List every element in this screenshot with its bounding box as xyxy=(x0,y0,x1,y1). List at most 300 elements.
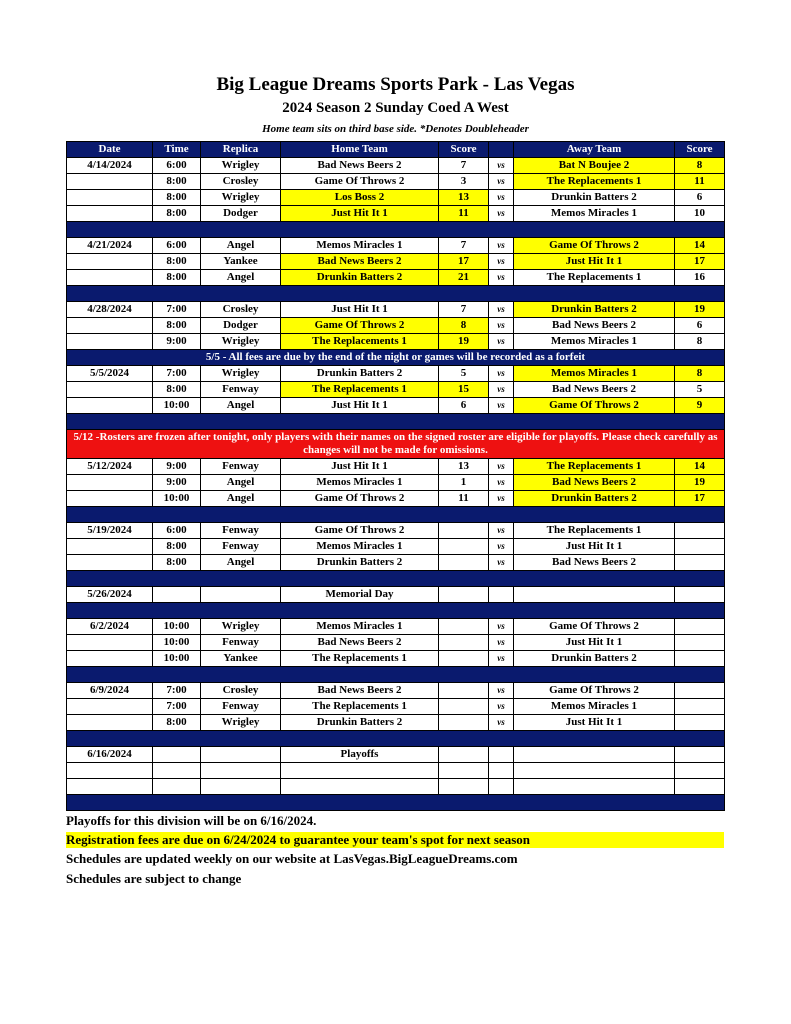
separator-bar xyxy=(67,731,725,747)
cell-date xyxy=(67,190,153,206)
cell-home-team xyxy=(281,763,439,779)
cell-replica: Wrigley xyxy=(201,619,281,635)
cell-date: 4/14/2024 xyxy=(67,158,153,174)
cell-away-score: 10 xyxy=(675,206,725,222)
cell-away-score xyxy=(675,523,725,539)
page-title: Big League Dreams Sports Park - Las Vegas xyxy=(216,74,575,95)
cell-home-team: Just Hit It 1 xyxy=(281,459,439,475)
cell-vs: vs xyxy=(489,475,514,491)
cell-away-score xyxy=(675,779,725,795)
cell-home-score: 7 xyxy=(439,238,489,254)
cell-home-score: 7 xyxy=(439,158,489,174)
cell-vs: vs xyxy=(489,683,514,699)
cell-date xyxy=(67,270,153,286)
cell-home-team: Bad News Beers 2 xyxy=(281,158,439,174)
cell-home-team: Memos Miracles 1 xyxy=(281,539,439,555)
cell-away-score: 14 xyxy=(675,459,725,475)
cell-date xyxy=(67,318,153,334)
cell-home-team: Drunkin Batters 2 xyxy=(281,366,439,382)
cell-replica: Fenway xyxy=(201,699,281,715)
cell-home-score: 15 xyxy=(439,382,489,398)
cell-away-team: Game Of Throws 2 xyxy=(514,238,675,254)
col-header-date: Date xyxy=(67,142,153,158)
cell-vs: vs xyxy=(489,398,514,414)
cell-vs: vs xyxy=(489,382,514,398)
separator-bar xyxy=(67,222,725,238)
cell-home-score xyxy=(439,683,489,699)
cell-time: 10:00 xyxy=(153,491,201,507)
cell-date xyxy=(67,635,153,651)
table-row xyxy=(67,763,725,779)
cell-home-score: 6 xyxy=(439,398,489,414)
cell-home-score: 8 xyxy=(439,318,489,334)
cell-home-team: The Replacements 1 xyxy=(281,334,439,350)
cell-away-team: Drunkin Batters 2 xyxy=(514,190,675,206)
cell-vs: vs xyxy=(489,619,514,635)
cell-date: 6/2/2024 xyxy=(67,619,153,635)
cell-replica: Dodger xyxy=(201,318,281,334)
cell-vs: vs xyxy=(489,238,514,254)
table-row xyxy=(67,747,725,763)
col-header-away-team: Away Team xyxy=(514,142,675,158)
cell-home-score xyxy=(439,635,489,651)
cell-date xyxy=(67,475,153,491)
cell-time: 8:00 xyxy=(153,254,201,270)
cell-time xyxy=(153,587,201,603)
cell-home-score: 19 xyxy=(439,334,489,350)
cell-away-score xyxy=(675,747,725,763)
cell-time: 8:00 xyxy=(153,715,201,731)
cell-vs xyxy=(489,763,514,779)
cell-home-team xyxy=(281,779,439,795)
table-row xyxy=(67,270,725,286)
fees-note: 5/5 - All fees are due by the end of the night or games will be recorded as a forfeit xyxy=(67,350,725,366)
table-row xyxy=(67,382,725,398)
cell-away-team: The Replacements 1 xyxy=(514,523,675,539)
cell-time: 6:00 xyxy=(153,238,201,254)
cell-time: 9:00 xyxy=(153,475,201,491)
cell-vs: vs xyxy=(489,491,514,507)
table-row xyxy=(67,651,725,667)
table-row xyxy=(67,238,725,254)
table-row xyxy=(67,302,725,318)
cell-home-team: Game Of Throws 2 xyxy=(281,318,439,334)
cell-replica: Angel xyxy=(201,555,281,571)
cell-away-team: Just Hit It 1 xyxy=(514,715,675,731)
cell-home-team: Just Hit It 1 xyxy=(281,206,439,222)
cell-home-team: Drunkin Batters 2 xyxy=(281,715,439,731)
cell-time: 10:00 xyxy=(153,635,201,651)
cell-home-team: Drunkin Batters 2 xyxy=(281,555,439,571)
cell-vs: vs xyxy=(489,651,514,667)
cell-time xyxy=(153,779,201,795)
cell-time: 8:00 xyxy=(153,539,201,555)
separator-bar xyxy=(67,286,725,302)
cell-date xyxy=(67,699,153,715)
cell-home-score xyxy=(439,699,489,715)
cell-away-team xyxy=(514,763,675,779)
cell-away-score: 19 xyxy=(675,302,725,318)
cell-home-score xyxy=(439,763,489,779)
note-row xyxy=(67,350,725,366)
table-row xyxy=(67,254,725,270)
cell-time: 9:00 xyxy=(153,334,201,350)
week-separator xyxy=(67,571,725,587)
cell-date: 4/28/2024 xyxy=(67,302,153,318)
cell-replica: Wrigley xyxy=(201,715,281,731)
separator-bar xyxy=(67,795,725,811)
cell-vs: vs xyxy=(489,158,514,174)
cell-away-score: 8 xyxy=(675,366,725,382)
website-notice: Schedules are updated weekly on our website at LasVegas.BigLeagueDreams.com xyxy=(66,851,518,866)
schedule-note: Home team sits on third base side. *Denotes Doubleheader xyxy=(262,123,529,135)
cell-time: 9:00 xyxy=(153,459,201,475)
cell-time: 8:00 xyxy=(153,382,201,398)
cell-replica: Angel xyxy=(201,398,281,414)
schedule-body xyxy=(67,158,725,811)
schedule-table xyxy=(66,141,725,811)
cell-away-score xyxy=(675,539,725,555)
cell-vs: vs xyxy=(489,254,514,270)
cell-replica xyxy=(201,747,281,763)
cell-time: 8:00 xyxy=(153,318,201,334)
registration-notice: Registration fees are due on 6/24/2024 to guarantee your team's spot for next season xyxy=(66,832,724,848)
cell-away-score xyxy=(675,619,725,635)
cell-home-score: 1 xyxy=(439,475,489,491)
table-row xyxy=(67,523,725,539)
cell-time: 10:00 xyxy=(153,619,201,635)
cell-date xyxy=(67,382,153,398)
cell-home-team: Memos Miracles 1 xyxy=(281,475,439,491)
cell-date: 5/12/2024 xyxy=(67,459,153,475)
cell-date: 6/16/2024 xyxy=(67,747,153,763)
cell-vs: vs xyxy=(489,302,514,318)
cell-away-team: Memos Miracles 1 xyxy=(514,699,675,715)
cell-away-score: 9 xyxy=(675,398,725,414)
table-header-row xyxy=(67,142,725,158)
table-row xyxy=(67,779,725,795)
cell-vs: vs xyxy=(489,523,514,539)
cell-away-team: The Replacements 1 xyxy=(514,270,675,286)
cell-away-team xyxy=(514,587,675,603)
cell-time: 10:00 xyxy=(153,398,201,414)
cell-home-team: Bad News Beers 2 xyxy=(281,635,439,651)
cell-home-score xyxy=(439,539,489,555)
cell-home-team: Just Hit It 1 xyxy=(281,398,439,414)
cell-date xyxy=(67,555,153,571)
cell-replica: Crosley xyxy=(201,683,281,699)
table-row xyxy=(67,635,725,651)
cell-away-team: Bad News Beers 2 xyxy=(514,475,675,491)
cell-date xyxy=(67,763,153,779)
cell-replica: Crosley xyxy=(201,302,281,318)
roster-alert: 5/12 -Rosters are frozen after tonight, only players with their names on the signed roster are eligible for playoffs. Please check carefully as changes will not be made for omissions. xyxy=(67,430,725,459)
cell-home-score: 13 xyxy=(439,459,489,475)
separator-bar xyxy=(67,414,725,430)
cell-home-score: 13 xyxy=(439,190,489,206)
cell-replica: Fenway xyxy=(201,539,281,555)
playoffs-notice: Playoffs for this division will be on 6/16/2024. xyxy=(66,813,317,828)
col-header-time: Time xyxy=(153,142,201,158)
cell-vs: vs xyxy=(489,555,514,571)
cell-replica: Fenway xyxy=(201,382,281,398)
cell-away-team: Bad News Beers 2 xyxy=(514,382,675,398)
cell-vs: vs xyxy=(489,206,514,222)
col-header-home-team: Home Team xyxy=(281,142,439,158)
table-row xyxy=(67,683,725,699)
cell-away-score: 16 xyxy=(675,270,725,286)
cell-date xyxy=(67,174,153,190)
cell-vs: vs xyxy=(489,635,514,651)
cell-date: 5/26/2024 xyxy=(67,587,153,603)
cell-home-team: Game Of Throws 2 xyxy=(281,523,439,539)
cell-date xyxy=(67,715,153,731)
week-separator xyxy=(67,667,725,683)
cell-away-score xyxy=(675,715,725,731)
separator-bar xyxy=(67,507,725,523)
cell-vs xyxy=(489,587,514,603)
page-subtitle: 2024 Season 2 Sunday Coed A West xyxy=(282,100,509,116)
cell-vs: vs xyxy=(489,699,514,715)
table-row xyxy=(67,190,725,206)
cell-replica: Wrigley xyxy=(201,190,281,206)
cell-away-team: Bat N Boujee 2 xyxy=(514,158,675,174)
cell-away-team: Drunkin Batters 2 xyxy=(514,491,675,507)
cell-time: 6:00 xyxy=(153,158,201,174)
cell-away-team: Memos Miracles 1 xyxy=(514,206,675,222)
cell-away-team: The Replacements 1 xyxy=(514,174,675,190)
table-row xyxy=(67,334,725,350)
table-row xyxy=(67,491,725,507)
cell-date xyxy=(67,539,153,555)
cell-replica: Wrigley xyxy=(201,334,281,350)
cell-away-score: 5 xyxy=(675,382,725,398)
cell-replica: Fenway xyxy=(201,523,281,539)
cell-away-team: Memos Miracles 1 xyxy=(514,366,675,382)
table-row xyxy=(67,539,725,555)
cell-vs: vs xyxy=(489,318,514,334)
cell-time: 7:00 xyxy=(153,683,201,699)
cell-home-team: The Replacements 1 xyxy=(281,651,439,667)
cell-vs: vs xyxy=(489,539,514,555)
change-notice: Schedules are subject to change xyxy=(66,871,242,886)
cell-time: 10:00 xyxy=(153,651,201,667)
cell-home-team: Drunkin Batters 2 xyxy=(281,270,439,286)
table-row xyxy=(67,206,725,222)
cell-home-score xyxy=(439,619,489,635)
week-separator xyxy=(67,507,725,523)
cell-away-team: The Replacements 1 xyxy=(514,459,675,475)
cell-time: 8:00 xyxy=(153,270,201,286)
cell-replica xyxy=(201,779,281,795)
cell-home-score xyxy=(439,523,489,539)
cell-away-score xyxy=(675,635,725,651)
week-separator xyxy=(67,414,725,430)
cell-home-team: The Replacements 1 xyxy=(281,699,439,715)
cell-time: 8:00 xyxy=(153,174,201,190)
cell-time: 7:00 xyxy=(153,366,201,382)
cell-home-score: 17 xyxy=(439,254,489,270)
col-header-replica: Replica xyxy=(201,142,281,158)
table-row xyxy=(67,587,725,603)
cell-date: 4/21/2024 xyxy=(67,238,153,254)
cell-replica: Fenway xyxy=(201,459,281,475)
cell-away-team: Bad News Beers 2 xyxy=(514,555,675,571)
cell-home-team: Memos Miracles 1 xyxy=(281,619,439,635)
cell-away-score: 14 xyxy=(675,238,725,254)
cell-away-team xyxy=(514,779,675,795)
separator-bar xyxy=(67,603,725,619)
cell-vs xyxy=(489,779,514,795)
cell-away-team: Just Hit It 1 xyxy=(514,254,675,270)
cell-home-team: Just Hit It 1 xyxy=(281,302,439,318)
cell-away-score: 6 xyxy=(675,318,725,334)
table-row xyxy=(67,366,725,382)
cell-away-team: Just Hit It 1 xyxy=(514,539,675,555)
cell-replica: Dodger xyxy=(201,206,281,222)
cell-away-team: Drunkin Batters 2 xyxy=(514,302,675,318)
cell-time: 6:00 xyxy=(153,523,201,539)
cell-home-score: 5 xyxy=(439,366,489,382)
cell-home-score: 3 xyxy=(439,174,489,190)
cell-vs: vs xyxy=(489,366,514,382)
cell-home-team: Los Boss 2 xyxy=(281,190,439,206)
cell-away-score xyxy=(675,555,725,571)
cell-home-team: Bad News Beers 2 xyxy=(281,254,439,270)
col-header-home-score: Score xyxy=(439,142,489,158)
cell-away-score: 8 xyxy=(675,158,725,174)
cell-time xyxy=(153,763,201,779)
table-row xyxy=(67,715,725,731)
cell-vs xyxy=(489,747,514,763)
cell-date xyxy=(67,206,153,222)
cell-replica: Wrigley xyxy=(201,366,281,382)
cell-home-team: Memos Miracles 1 xyxy=(281,238,439,254)
cell-away-team xyxy=(514,747,675,763)
cell-time: 8:00 xyxy=(153,206,201,222)
cell-replica: Yankee xyxy=(201,651,281,667)
cell-date xyxy=(67,334,153,350)
cell-away-score: 6 xyxy=(675,190,725,206)
cell-home-team: Game Of Throws 2 xyxy=(281,174,439,190)
week-separator xyxy=(67,603,725,619)
week-separator xyxy=(67,286,725,302)
cell-home-team: The Replacements 1 xyxy=(281,382,439,398)
cell-away-score: 17 xyxy=(675,254,725,270)
cell-replica: Angel xyxy=(201,475,281,491)
cell-replica: Yankee xyxy=(201,254,281,270)
cell-vs: vs xyxy=(489,334,514,350)
cell-date: 5/19/2024 xyxy=(67,523,153,539)
alert-row xyxy=(67,430,725,459)
table-row xyxy=(67,619,725,635)
cell-date xyxy=(67,491,153,507)
cell-home-score: 21 xyxy=(439,270,489,286)
cell-replica: Angel xyxy=(201,270,281,286)
cell-time: 7:00 xyxy=(153,699,201,715)
cell-date: 6/9/2024 xyxy=(67,683,153,699)
cell-vs: vs xyxy=(489,715,514,731)
table-row xyxy=(67,699,725,715)
cell-home-score xyxy=(439,555,489,571)
cell-replica: Angel xyxy=(201,238,281,254)
cell-away-score xyxy=(675,699,725,715)
cell-vs: vs xyxy=(489,190,514,206)
cell-away-score xyxy=(675,763,725,779)
cell-replica xyxy=(201,763,281,779)
cell-date xyxy=(67,254,153,270)
cell-home-score xyxy=(439,587,489,603)
cell-away-score xyxy=(675,587,725,603)
cell-home-score: 11 xyxy=(439,206,489,222)
table-row xyxy=(67,158,725,174)
cell-date: 5/5/2024 xyxy=(67,366,153,382)
cell-home-score xyxy=(439,779,489,795)
cell-away-score: 8 xyxy=(675,334,725,350)
cell-date xyxy=(67,398,153,414)
table-row xyxy=(67,555,725,571)
week-separator xyxy=(67,222,725,238)
cell-away-team: Drunkin Batters 2 xyxy=(514,651,675,667)
cell-replica: Wrigley xyxy=(201,158,281,174)
cell-replica xyxy=(201,587,281,603)
cell-home-score xyxy=(439,747,489,763)
separator-bar xyxy=(67,571,725,587)
cell-away-score xyxy=(675,683,725,699)
cell-replica: Angel xyxy=(201,491,281,507)
cell-time xyxy=(153,747,201,763)
cell-away-score xyxy=(675,651,725,667)
col-header-away-score: Score xyxy=(675,142,725,158)
cell-vs: vs xyxy=(489,459,514,475)
cell-away-team: Just Hit It 1 xyxy=(514,635,675,651)
cell-away-team: Game Of Throws 2 xyxy=(514,398,675,414)
cell-date xyxy=(67,651,153,667)
cell-date xyxy=(67,779,153,795)
cell-vs: vs xyxy=(489,270,514,286)
cell-vs: vs xyxy=(489,174,514,190)
cell-home-team: Game Of Throws 2 xyxy=(281,491,439,507)
cell-away-team: Memos Miracles 1 xyxy=(514,334,675,350)
col-header-vs xyxy=(489,142,514,158)
cell-away-team: Game Of Throws 2 xyxy=(514,683,675,699)
table-row xyxy=(67,459,725,475)
cell-time: 7:00 xyxy=(153,302,201,318)
separator-bar xyxy=(67,667,725,683)
cell-home-team: Bad News Beers 2 xyxy=(281,683,439,699)
cell-home-team: Memorial Day xyxy=(281,587,439,603)
cell-time: 8:00 xyxy=(153,555,201,571)
week-separator xyxy=(67,731,725,747)
table-row xyxy=(67,475,725,491)
table-row xyxy=(67,398,725,414)
cell-away-score: 19 xyxy=(675,475,725,491)
table-row xyxy=(67,318,725,334)
cell-away-score: 17 xyxy=(675,491,725,507)
cell-home-score: 7 xyxy=(439,302,489,318)
cell-away-team: Game Of Throws 2 xyxy=(514,619,675,635)
cell-time: 8:00 xyxy=(153,190,201,206)
cell-home-score: 11 xyxy=(439,491,489,507)
week-separator xyxy=(67,795,725,811)
cell-home-score xyxy=(439,715,489,731)
cell-replica: Fenway xyxy=(201,635,281,651)
cell-away-team: Bad News Beers 2 xyxy=(514,318,675,334)
cell-away-score: 11 xyxy=(675,174,725,190)
cell-home-score xyxy=(439,651,489,667)
cell-home-team: Playoffs xyxy=(281,747,439,763)
table-row xyxy=(67,174,725,190)
